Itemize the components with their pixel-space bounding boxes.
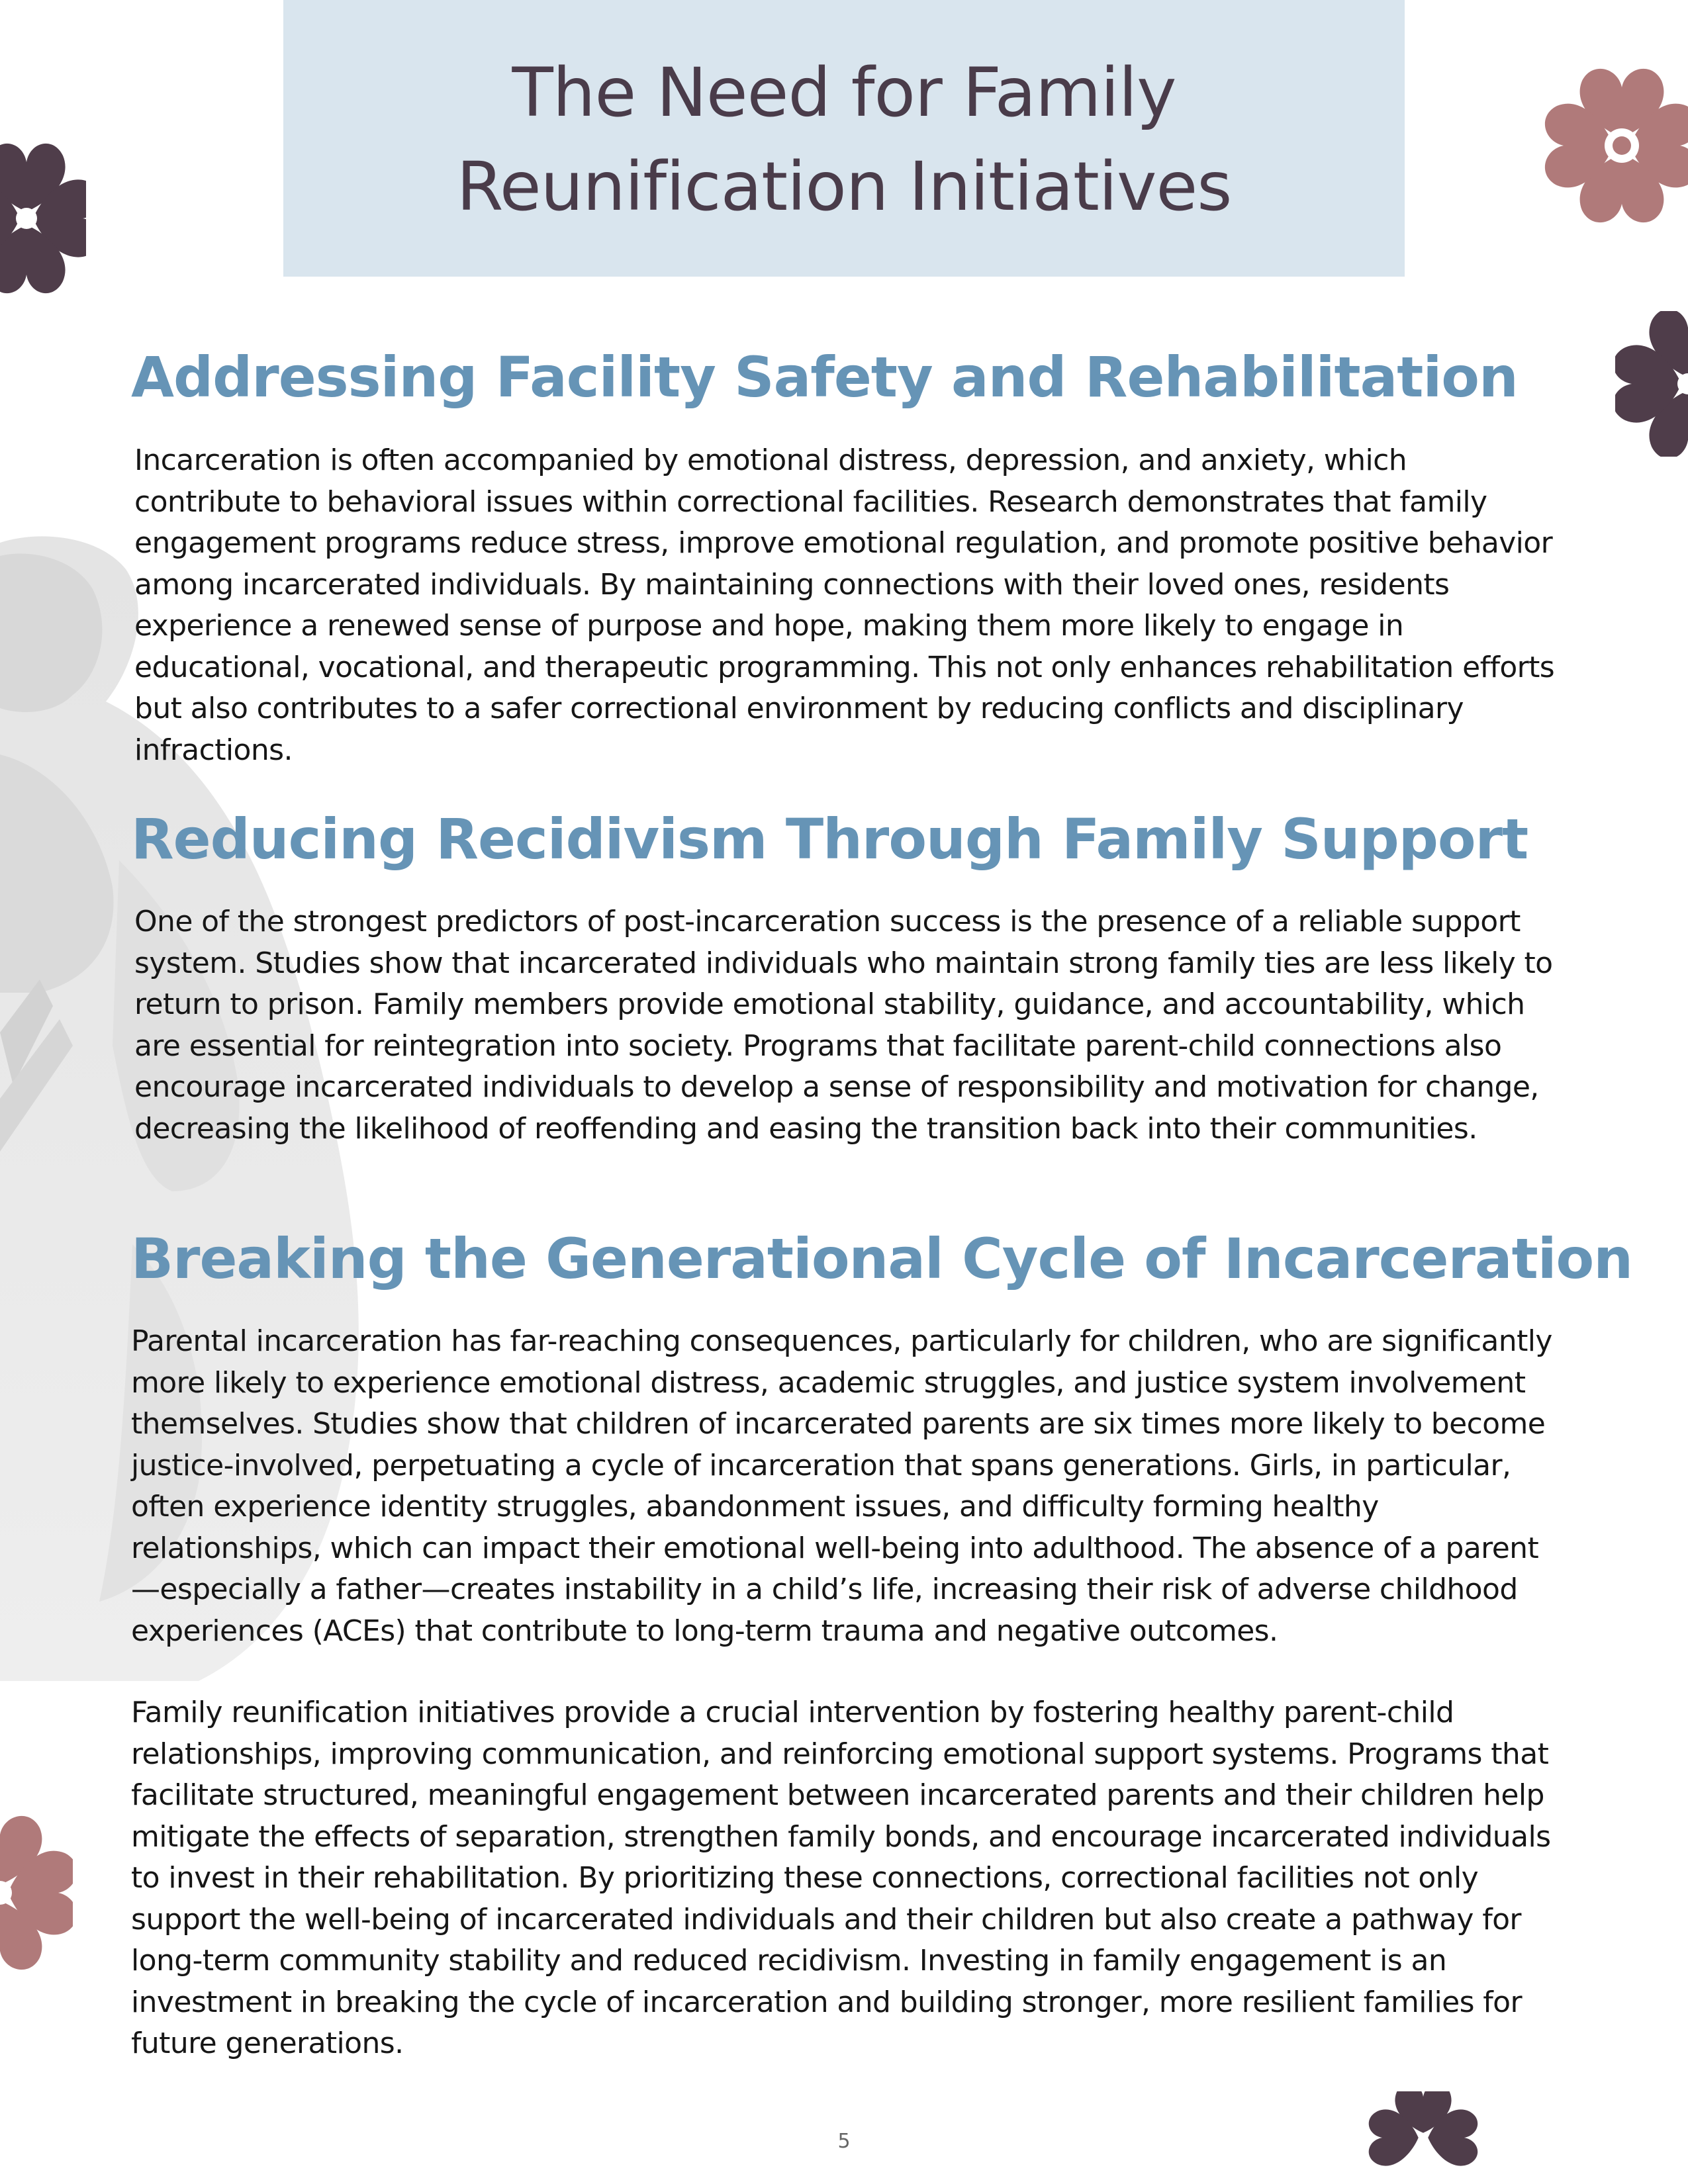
paragraph-recidivism: One of the strongest predictors of post-incarceration success is the presence of a reliable support system. Studies show that incarcerated individuals who maintain strong family ties are less likely to return to prison. Family members provide emotional stability, guidance, and accountability, which are essential for reintegration into society. Programs that facilitate parent-child connections also encourage incarcerated individuals to develop a sense of responsibility and motivation for change, decreasing the likelihood of reoffending and easing the transition back into their communities. [134, 905, 1553, 1146]
flower-rose-icon [1542, 66, 1688, 225]
page-number: 5 [837, 2130, 851, 2153]
page-title-line-1: The Need for Family [512, 54, 1176, 132]
flower-rose-icon [0, 1780, 73, 2005]
paragraph-reunification-initiatives: Family reunification initiatives provide a crucial intervention by fostering healthy parent-child relationships, improving communication, and reinforcing emotional support systems. Programs that facilitate structured, meaningful engagement between incarcerated parents and their children help mitigate the effects of separation, strengthen family bonds, and encourage incarcerated individuals to invest in their rehabilitation. By prioritizing these connections, correctional facilities not only support the well-being of incarcerated individuals and their children but also create a pathway for long-term community stability and reduced recidivism. Investing in family engagement is an investment in breaking the cycle of incarceration and building stronger, more resilient families for future generations. [131, 1696, 1551, 2060]
section-heading-generational-cycle: Breaking the Generational Cycle of Incarceration [131, 1226, 1633, 1291]
section-heading-facility-safety: Addressing Facility Safety and Rehabilitation [131, 345, 1518, 410]
section-heading-recidivism: Reducing Recidivism Through Family Support [131, 807, 1528, 872]
title-banner [283, 0, 1405, 277]
flower-dark-icon [1615, 311, 1688, 457]
paragraph-generational-cycle: Parental incarceration has far-reaching consequences, particularly for children, who are significantly more likely to experience emotional distress, academic struggles, and justice system involvement themselves. Studies show that children of incarcerated parents are six times more likely to become justice-involved, perpetuating a cycle of incarceration that spans generations. Girls, in particular, often experience identity struggles, abandonment issues, and difficulty forming healthy relationships, which can impact their emotional well-being into adulthood. The absence of a parent —especially a father—creates instability in a child’s life, increasing their risk of adverse childhood experiences (ACEs) that contribute to long-term trauma and negative outcomes. [131, 1324, 1552, 1648]
page-title-line-2: Reunification Initiatives [456, 148, 1232, 226]
paragraph-facility-safety: Incarceration is often accompanied by emotional distress, depression, and anxiety, which contribute to behavioral issues within correctional facilities. Research demonstrates that family engagement programs reduce stress, improve emotional regulation, and promote positive behavior among incarcerated individuals. By maintaining connections with their loved ones, residents experience a renewed sense of purpose and hope, making them more likely to engage in educational, vocational, and therapeutic programming. This not only enhances rehabilitation efforts but also contributes to a safer correctional environment by reducing conflicts and disciplinary infractions. [134, 443, 1555, 767]
flower-dark-icon [0, 132, 86, 304]
